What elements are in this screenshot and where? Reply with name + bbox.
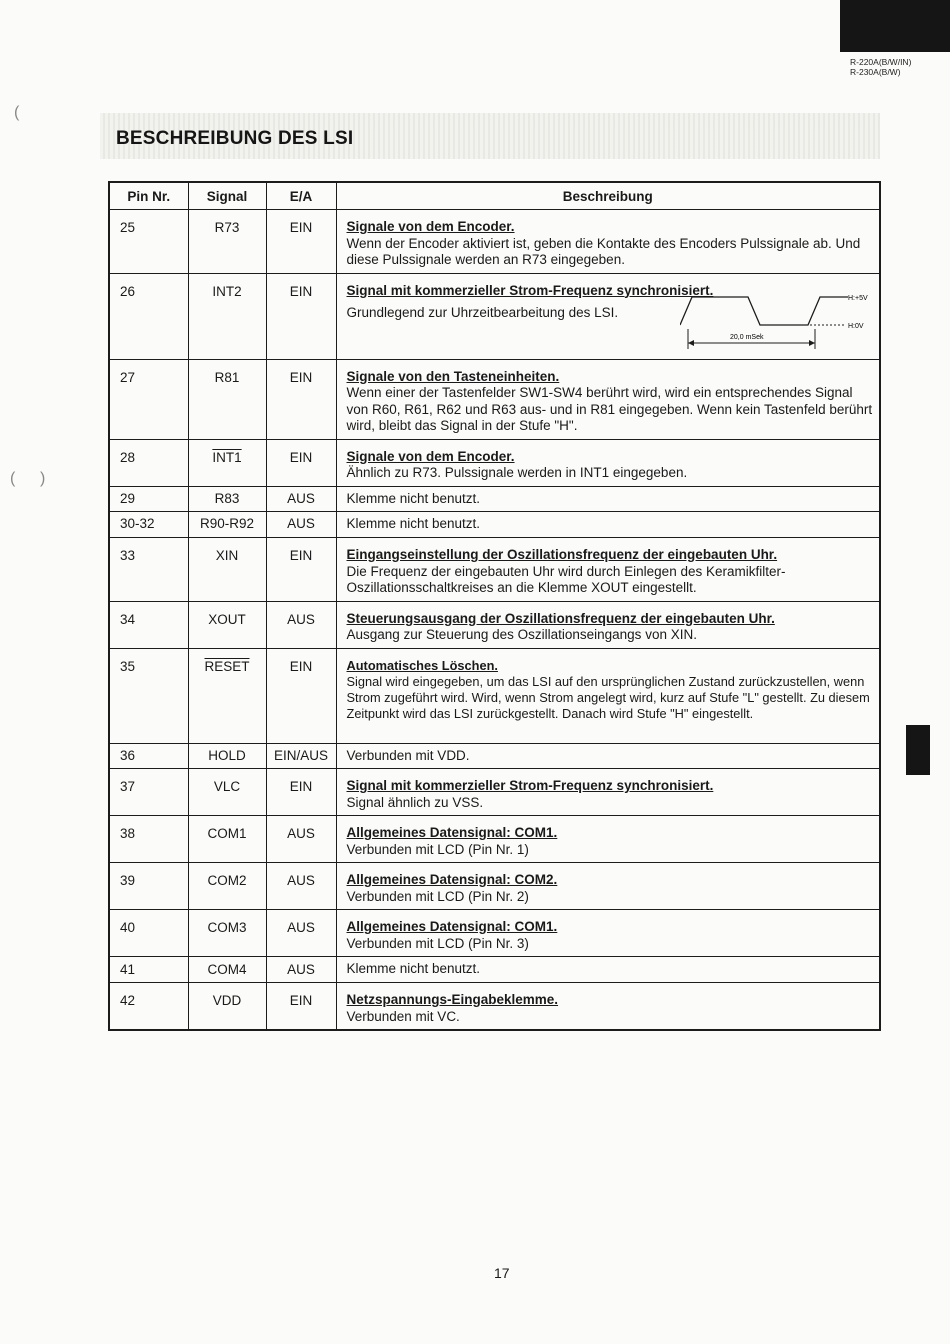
signal-cell: VDD xyxy=(188,983,266,1031)
table-row xyxy=(109,210,880,274)
signal-cell: R73 xyxy=(188,210,266,274)
ea-cell: EIN xyxy=(266,210,336,274)
description-text: Verbunden mit VDD. xyxy=(346,747,470,763)
description-cell xyxy=(336,648,880,743)
description-text: Wenn einer der Tastenfelder SW1-SW4 berührt wird, wird ein entsprechendes Signal von R60, R61, R62 und R63 aus- und in R81 eingegeben. Wenn kein Tastenfeld berührt wird, bleibt das Signal in der Stufe "H". xyxy=(346,385,873,433)
corner-black-tab xyxy=(840,0,950,52)
ea-cell: EIN xyxy=(266,538,336,602)
description-text: Grundlegend zur Uhrzeitbearbeitung des LSI. xyxy=(346,305,619,320)
pin-cell: 28 xyxy=(109,439,188,486)
signal-cell: HOLD xyxy=(188,743,266,769)
description-heading: Signale von den Tasteneinheiten. xyxy=(346,368,560,384)
description-heading: Allgemeines Datensignal: COM1. xyxy=(346,919,558,934)
table-row xyxy=(109,863,880,910)
pin-cell: 29 xyxy=(109,486,188,512)
signal-cell xyxy=(188,439,266,486)
high-level-label: H:+5V xyxy=(848,295,868,302)
pin-cell: 35 xyxy=(109,648,188,743)
ea-cell: AUS xyxy=(266,486,336,512)
table-header-row xyxy=(109,182,880,210)
pin-cell: 38 xyxy=(109,816,188,863)
description-cell xyxy=(336,910,880,957)
description-cell xyxy=(336,538,880,602)
signal-cell xyxy=(188,648,266,743)
table-row xyxy=(109,769,880,816)
table-row xyxy=(109,957,880,983)
period-label: 20,0 mSek xyxy=(730,334,764,341)
pulse-waveform xyxy=(680,297,848,325)
description-text: Ausgang zur Steuerung des Oszillationseingangs von XIN. xyxy=(346,627,697,642)
side-black-tab xyxy=(906,725,930,775)
table-row xyxy=(109,910,880,957)
description-heading: Signale von dem Encoder. xyxy=(346,219,515,234)
margin-mark: ( xyxy=(10,470,16,487)
signal-cell: COM1 xyxy=(188,816,266,863)
margin-mark: ) xyxy=(40,470,46,487)
description-heading: Netzspannungs-Eingabeklemme. xyxy=(346,992,559,1007)
description-text: Klemme nicht benutzt. xyxy=(346,490,481,506)
margin-mark: ( xyxy=(14,104,20,121)
ea-cell: EIN xyxy=(266,273,336,359)
description-cell xyxy=(336,957,880,983)
description-cell xyxy=(336,983,880,1031)
column-header: Beschreibung xyxy=(336,182,880,210)
description-heading: Signale von dem Encoder. xyxy=(346,448,515,464)
description-heading: Eingangseinstellung der Oszillationsfrequenz der eingebauten Uhr. xyxy=(346,547,778,562)
description-cell xyxy=(336,601,880,648)
description-text: Die Frequenz der eingebauten Uhr wird durch Einlegen des Keramikfilter-Oszillationsschaltkreises an die Klemme XOUT eingestellt. xyxy=(346,563,786,595)
right-arrow-icon xyxy=(809,340,815,346)
description-text: Signal wird eingegeben, um das LSI auf den ursprünglichen Zustand zurückzustellen, wenn Strom zugeführt wird. Wird, wenn Strom angelegt wird, kurz auf Stufe "L" gestellt. Zu diesem Zeitpunkt wird das LSI zurückgestellt. Danach wird Stufe "H" eingestellt. xyxy=(346,673,870,721)
pulse-waveform-diagram xyxy=(680,285,880,355)
pin-cell: 41 xyxy=(109,957,188,983)
table-row xyxy=(109,439,880,486)
model-line: R-230A(B/W) xyxy=(850,67,901,77)
table-row xyxy=(109,743,880,769)
model-numbers xyxy=(850,57,911,77)
description-heading: Signal mit kommerzieller Strom-Frequenz synchronisiert. xyxy=(346,778,714,793)
table-row xyxy=(109,486,880,512)
description-cell xyxy=(336,439,880,486)
ea-cell: AUS xyxy=(266,863,336,910)
table-row xyxy=(109,816,880,863)
description-text: Klemme nicht benutzt. xyxy=(346,961,481,976)
pin-cell: 37 xyxy=(109,769,188,816)
description-text: Wenn der Encoder aktiviert ist, geben die Kontakte des Encoders Pulssignale ab. Und diese Pulssignale werden an R73 eingegeben. xyxy=(346,235,861,267)
pin-cell: 26 xyxy=(109,273,188,359)
page-number: 17 xyxy=(494,1265,510,1281)
description-cell xyxy=(336,863,880,910)
signal-cell: COM2 xyxy=(188,863,266,910)
pin-cell: 27 xyxy=(109,359,188,439)
description-cell xyxy=(336,769,880,816)
ea-cell: EIN/AUS xyxy=(266,743,336,769)
description-text: Verbunden mit LCD (Pin Nr. 2) xyxy=(346,888,529,904)
signal-text: INT1 xyxy=(212,449,242,465)
pin-cell: 30-32 xyxy=(109,512,188,538)
low-level-label: H:0V xyxy=(848,323,864,330)
description-heading: Allgemeines Datensignal: COM2. xyxy=(346,872,558,887)
signal-cell: R90-R92 xyxy=(188,512,266,538)
ea-cell: EIN xyxy=(266,648,336,743)
pin-cell: 42 xyxy=(109,983,188,1031)
signal-cell: R83 xyxy=(188,486,266,512)
signal-cell: R81 xyxy=(188,359,266,439)
description-text: Ähnlich zu R73. Pulssignale werden in INT1 eingegeben. xyxy=(346,465,688,480)
description-text: Klemme nicht benutzt. xyxy=(346,516,481,531)
description-text: Signal ähnlich zu VSS. xyxy=(346,794,484,810)
description-heading: Allgemeines Datensignal: COM1. xyxy=(346,825,558,840)
description-text: Verbunden mit LCD (Pin Nr. 3) xyxy=(346,935,529,951)
pin-cell: 36 xyxy=(109,743,188,769)
description-cell xyxy=(336,486,880,512)
description-cell xyxy=(336,210,880,274)
signal-cell: COM3 xyxy=(188,910,266,957)
table-row xyxy=(109,601,880,648)
ea-cell: EIN xyxy=(266,983,336,1031)
description-heading: Automatisches Löschen. xyxy=(346,657,498,673)
model-line: R-220A(B/W/IN) xyxy=(850,57,912,67)
column-header: Signal xyxy=(188,182,266,210)
signal-cell: INT2 xyxy=(188,273,266,359)
description-cell xyxy=(336,512,880,538)
description-cell xyxy=(336,359,880,439)
description-cell xyxy=(336,743,880,769)
pin-cell: 40 xyxy=(109,910,188,957)
table-row xyxy=(109,359,880,439)
table-row xyxy=(109,983,880,1031)
page-title: BESCHREIBUNG DES LSI xyxy=(116,128,354,149)
ea-cell: AUS xyxy=(266,957,336,983)
signal-cell: VLC xyxy=(188,769,266,816)
description-text: Verbunden mit LCD (Pin Nr. 1) xyxy=(346,841,529,857)
pin-cell: 33 xyxy=(109,538,188,602)
ea-cell: AUS xyxy=(266,601,336,648)
ea-cell: EIN xyxy=(266,769,336,816)
signal-cell: XOUT xyxy=(188,601,266,648)
pin-cell: 39 xyxy=(109,863,188,910)
signal-cell: COM4 xyxy=(188,957,266,983)
ea-cell: EIN xyxy=(266,359,336,439)
pin-cell: 25 xyxy=(109,210,188,274)
ea-cell: EIN xyxy=(266,439,336,486)
table-row xyxy=(109,648,880,743)
table-row xyxy=(109,538,880,602)
description-heading: Signal mit kommerzieller Strom-Frequenz synchronisiert. xyxy=(346,282,714,298)
description-text: Verbunden mit VC. xyxy=(346,1008,460,1024)
ea-cell: AUS xyxy=(266,910,336,957)
left-arrow-icon xyxy=(688,340,694,346)
column-header: E/A xyxy=(266,182,336,210)
pin-cell: 34 xyxy=(109,601,188,648)
ea-cell: AUS xyxy=(266,816,336,863)
column-header: Pin Nr. xyxy=(109,182,188,210)
ea-cell: AUS xyxy=(266,512,336,538)
description-cell xyxy=(336,816,880,863)
description-heading: Steuerungsausgang der Oszillationsfrequenz der eingebauten Uhr. xyxy=(346,610,775,626)
table-row xyxy=(109,512,880,538)
signal-text: RESET xyxy=(204,658,250,674)
signal-cell: XIN xyxy=(188,538,266,602)
